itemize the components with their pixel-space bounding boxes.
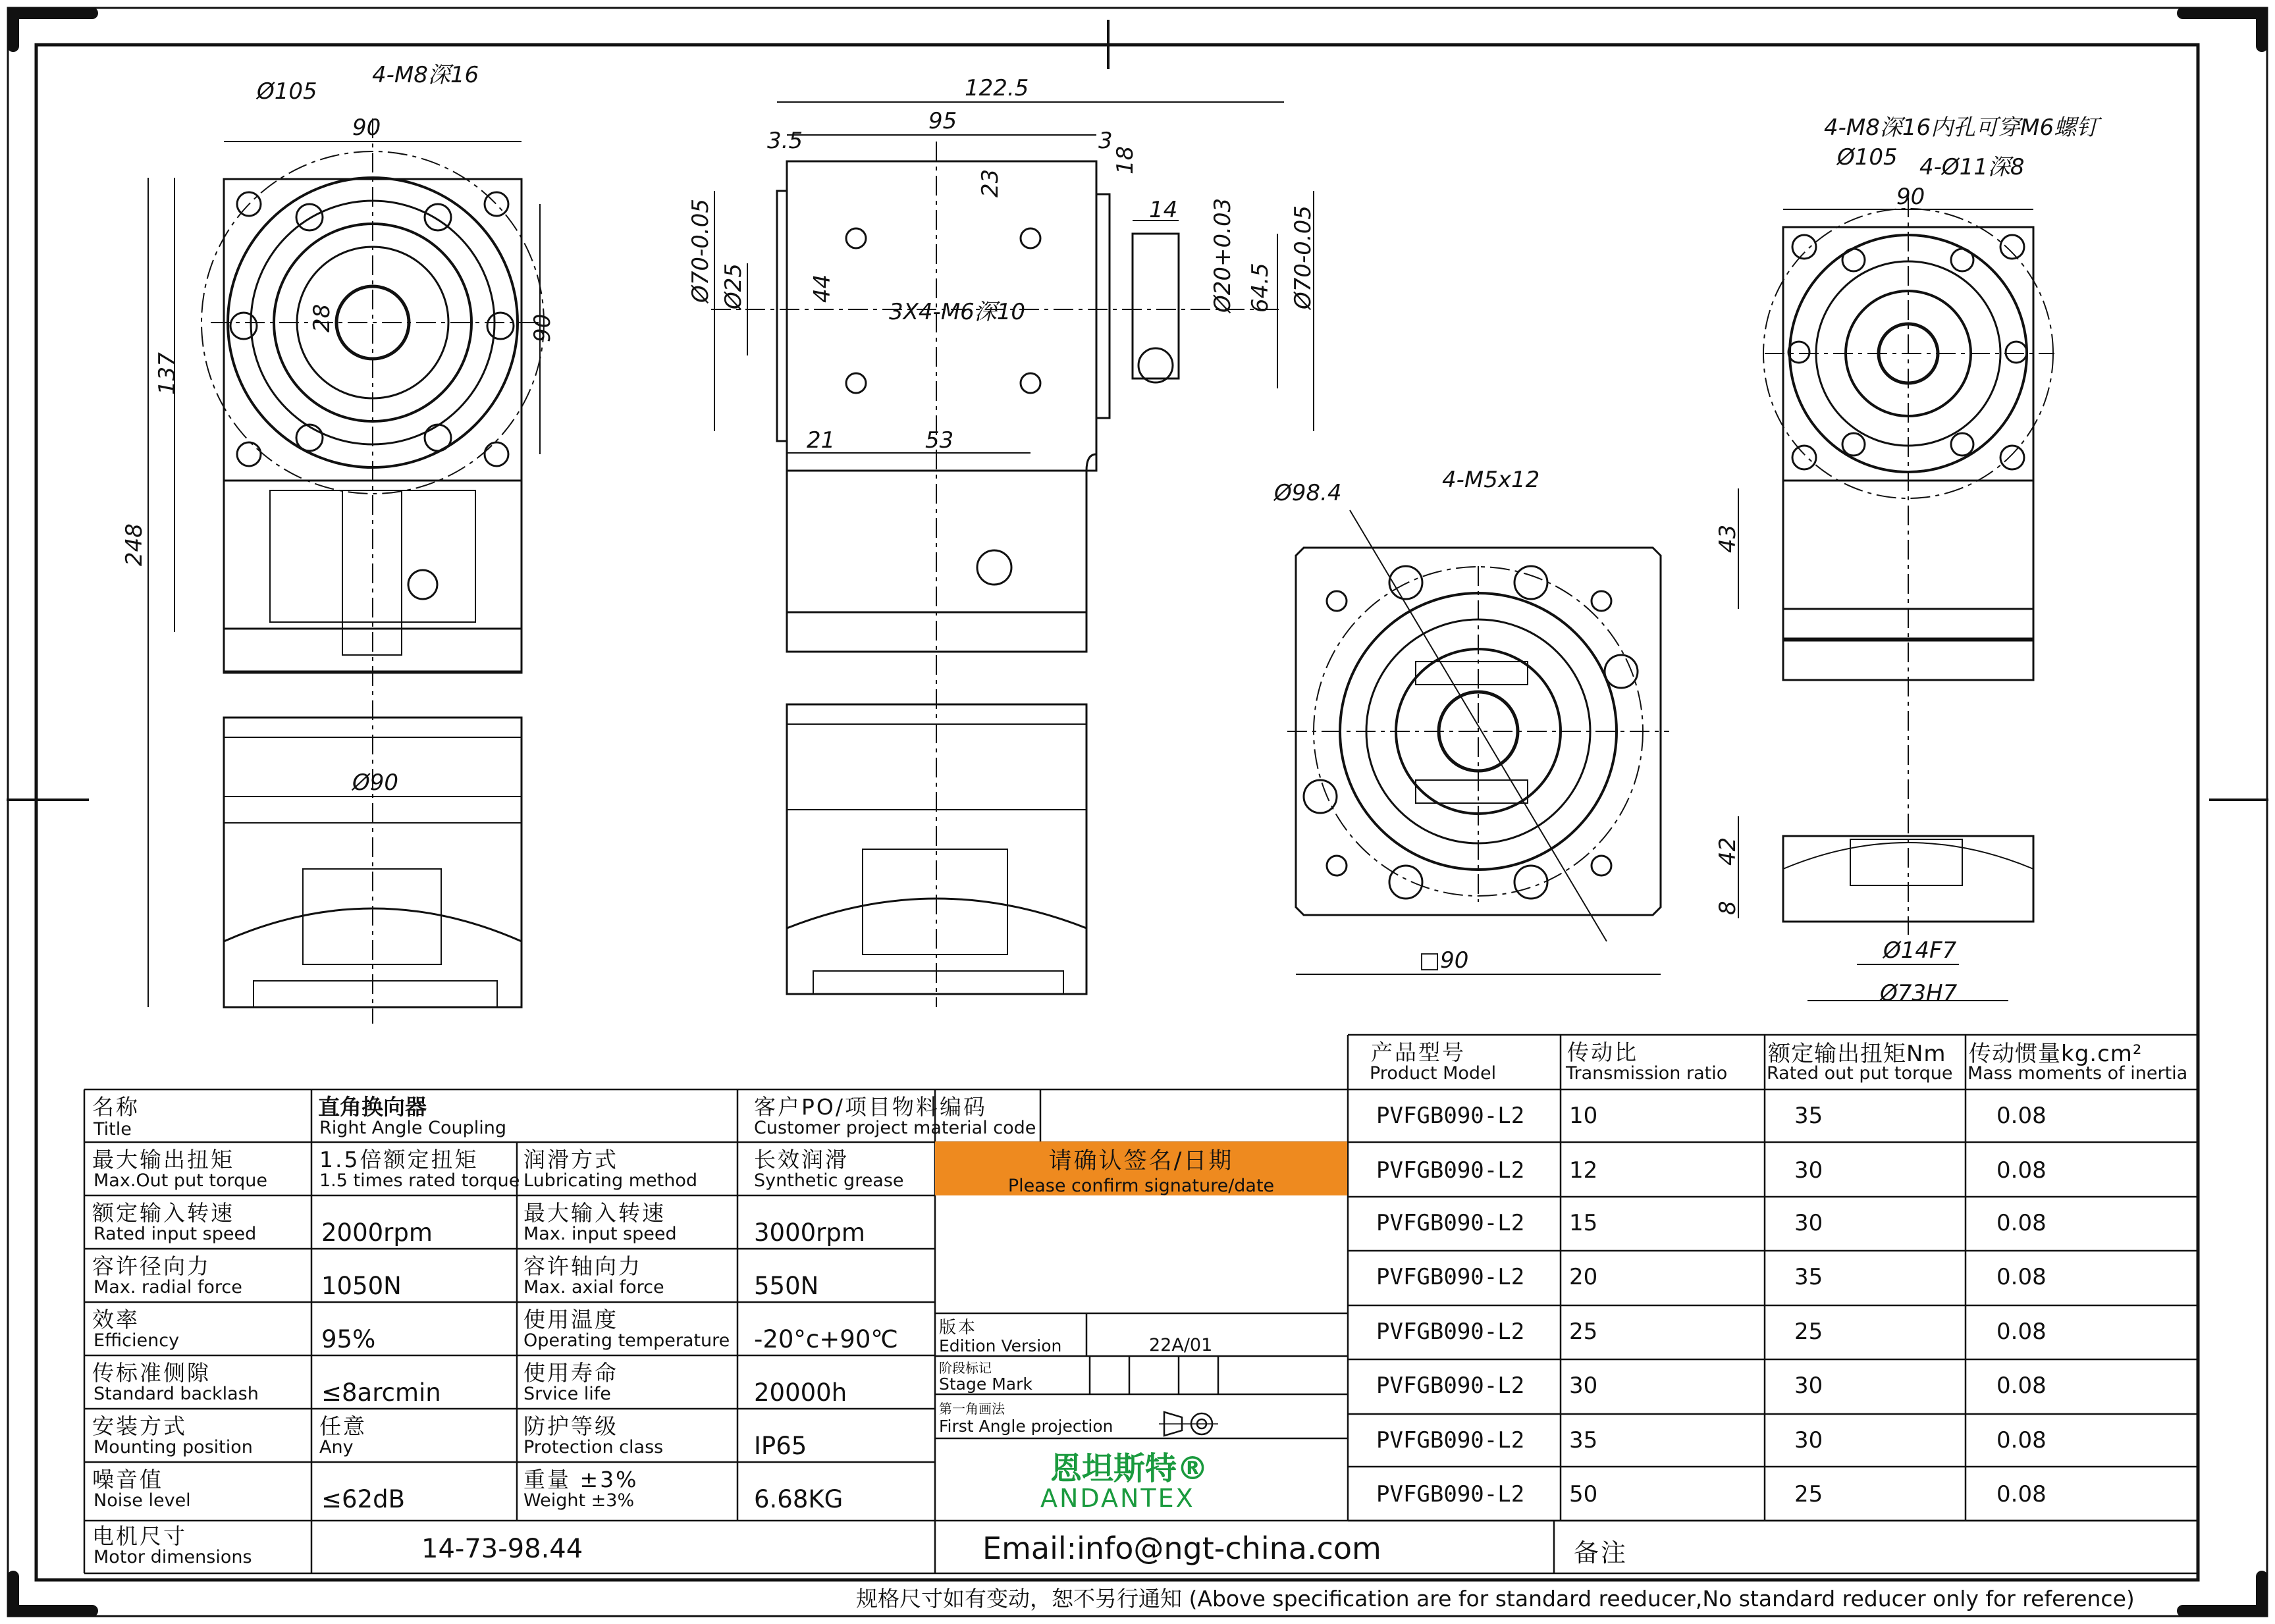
motor-label-cn: 电机尺寸 [92,1523,187,1549]
model-cell-value: 0.08 [1996,1481,2047,1507]
remark-label: 备注 [1574,1538,1628,1567]
spec-label-cn: 重量 ±3% [523,1467,639,1492]
input-flange-view [1287,510,1669,974]
spec-label-cn: 传标准侧隙 [92,1360,211,1386]
stage-label-cn: 阶段标记 [939,1360,992,1376]
model-cell-value: 50 [1569,1481,1598,1507]
spec-label-cn: 防护等级 [523,1413,618,1439]
dimension-label: Ø90 [352,770,399,796]
brand-logo-en: ANDANTEX [1040,1484,1195,1513]
title-label-cn: 名称 [92,1094,140,1120]
edition-label-en: Edition Version [939,1336,1062,1355]
model-cell-name: PVFGB090-L2 [1376,1210,1525,1236]
spec-label-cn: 润滑方式 [523,1147,618,1172]
projection-symbol-icon [1159,1412,1218,1436]
model-cell-value: 0.08 [1996,1319,2047,1345]
model-cell-value: 0.08 [1996,1210,2047,1236]
spec-label-cn: 最大输入转速 [523,1200,666,1226]
model-cell-name: PVFGB090-L2 [1376,1319,1525,1345]
model-cell-name: PVFGB090-L2 [1376,1373,1525,1399]
motor-value: 14-73-98.44 [421,1534,583,1564]
spec-label-en: Srvice life [523,1384,611,1404]
model-table-header-cn: 传动惯量kg.cm² [1969,1041,2143,1067]
spec-label-en: Lubricating method [523,1170,698,1191]
model-cell-name: PVFGB090-L2 [1376,1157,1525,1184]
confirm-signature-cn: 请确认签名/日期 [1048,1148,1234,1174]
model-cell-name: PVFGB090-L2 [1376,1481,1525,1507]
spec-label-en: Protection class [523,1437,664,1457]
spec-label-cn: 容许径向力 [92,1253,211,1279]
dimension-label: 14 [1149,197,1178,223]
dimension-label: Ø105 [257,78,317,105]
model-cell-value: 12 [1569,1157,1598,1184]
customer-code-label-en: Customer project material code [754,1118,1036,1138]
spec-value: IP65 [754,1432,807,1460]
dimension-label: Ø20+0.03 [1210,197,1236,313]
dimension-label: 4-Ø11深8 [1919,154,2025,180]
right-view [1738,197,2054,1001]
dimension-label: □90 [1419,947,1469,974]
spec-value: 550N [754,1272,819,1300]
dimension-label: 3 [1098,128,1113,154]
spec-label-en: Efficiency [94,1330,180,1351]
spec-label-en: Standard backlash [94,1384,259,1404]
model-cell-value: 30 [1794,1427,1823,1454]
model-cell-value: 25 [1569,1319,1598,1345]
motor-label-en: Motor dimensions [94,1547,252,1567]
spec-label-en: Weight ±3% [523,1490,635,1511]
spec-label-cn: 最大输出扭矩 [92,1147,234,1172]
dimension-label: 90 [529,313,556,342]
spec-label-cn: 安装方式 [92,1413,187,1439]
spec-label-cn: 噪音值 [92,1467,163,1492]
model-cell-value: 0.08 [1996,1157,2047,1184]
spec-label-cn: 容许轴向力 [523,1253,642,1279]
spec-value: -20°c+90℃ [754,1325,898,1353]
dimension-label: 248 [121,523,147,566]
projection-label-en: First Angle projection [939,1417,1113,1436]
model-cell-value: 25 [1794,1481,1823,1507]
spec-value: 6.68KG [754,1485,843,1513]
dimension-label: Ø14F7 [1883,937,1957,964]
spec-label-cn: 使用寿命 [523,1360,618,1386]
model-cell-value: 30 [1569,1373,1598,1399]
model-cell-value: 35 [1794,1264,1823,1290]
confirm-signature-box[interactable] [935,1141,1347,1195]
model-table-header-cn: 传动比 [1567,1039,1638,1065]
spec-value-cn: 1.5倍额定扭矩 [319,1147,479,1172]
spec-label-en: Operating temperature [523,1330,730,1351]
spec-value-en: Synthetic grease [754,1170,904,1191]
title-value-cn: 直角换向器 [318,1094,427,1120]
dimension-label: Ø70-0.05 [1290,205,1316,309]
dimension-label: Ø70-0.05 [687,199,714,303]
dimension-label: Ø73H7 [1880,980,1958,1007]
dimension-label: 3X4-M6深10 [889,299,1026,325]
dimension-label: 122.5 [965,75,1029,101]
spec-value-en: Any [319,1437,354,1457]
spec-label-en: Noise level [94,1490,191,1511]
footer-note: 规格尺寸如有变动，恕不另行通知 (Above specification are for standard reeducer,No standard reducer only for reference) [856,1586,2135,1611]
model-cell-value: 30 [1794,1373,1823,1399]
model-cell-name: PVFGB090-L2 [1376,1103,1525,1129]
model-cell-value: 10 [1569,1103,1598,1129]
model-cell-value: 15 [1569,1210,1598,1236]
stage-label-en: Stage Mark [939,1375,1032,1394]
dimension-label: Ø98.4 [1274,480,1342,506]
spec-label-cn: 使用温度 [523,1307,618,1332]
spec-label-en: Max. input speed [523,1224,677,1244]
dimension-label: 53 [925,427,954,454]
spec-value: ≤8arcmin [321,1378,441,1407]
model-cell-value: 30 [1794,1157,1823,1184]
dimension-label: 64.5 [1247,263,1273,313]
spec-label-cn: 效率 [92,1307,140,1332]
spec-label-cn: 额定输入转速 [92,1200,234,1226]
model-cell-value: 30 [1794,1210,1823,1236]
spec-value-cn: 长效润滑 [754,1147,849,1172]
dimension-label: 44 [809,274,836,303]
model-table-header-cn: 额定输出扭矩Nm [1768,1041,1946,1067]
projection-label-cn: 第一角画法 [939,1401,1005,1417]
dimension-label: 18 [1112,145,1138,174]
dimension-label: 8 [1715,901,1741,915]
spec-value-en: 1.5 times rated torque [319,1170,520,1191]
dimension-label: 43 [1715,524,1741,553]
model-table-header-en: Mass moments of inertia [1967,1063,2188,1084]
spec-value: 20000h [754,1378,847,1407]
model-cell-value: 35 [1794,1103,1823,1129]
model-cell-value: 20 [1569,1264,1598,1290]
dimension-label: 21 [807,427,836,454]
model-cell-value: 25 [1794,1319,1823,1345]
dimension-label: 4-M5x12 [1442,467,1540,493]
dimension-label: 23 [977,169,1004,197]
edition-value: 22A/01 [1149,1335,1213,1355]
model-table-header-cn: 产品型号 [1371,1039,1466,1065]
dimension-label: 28 [309,303,335,332]
contact-email[interactable]: Email:info@ngt-china.com [982,1531,1381,1566]
spec-value-cn: 任意 [319,1413,367,1439]
title-value-en: Right Angle Coupling [319,1118,506,1138]
spec-value: 1050N [321,1272,402,1300]
model-cell-value: 0.08 [1996,1103,2047,1129]
spec-value: 95% [321,1325,376,1353]
dimension-label: 90 [1896,184,1925,210]
spec-label-en: Max.Out put torque [94,1170,267,1191]
spec-label-en: Max. axial force [523,1277,664,1297]
brand-logo-cn: 恩坦斯特® [1050,1450,1209,1487]
model-table-header-en: Transmission ratio [1566,1063,1728,1084]
edition-label-cn: 版本 [939,1318,978,1338]
dimension-label: 90 [352,115,381,141]
spec-label-en: Rated input speed [94,1224,257,1244]
spec-value: ≤62dB [321,1485,405,1513]
dimension-label: 3.5 [767,128,803,154]
confirm-signature-en: Please confirm signature/date [1007,1176,1275,1196]
front-view [148,118,544,1024]
model-cell-value: 35 [1569,1427,1598,1454]
dimension-label: 95 [928,108,957,134]
customer-code-label-cn: 客户PO/项目物料编码 [754,1094,987,1120]
dimension-label: Ø25 [720,263,747,309]
title-label-en: Title [94,1119,132,1139]
model-table-header-en: Rated out put torque [1767,1063,1953,1084]
dimension-label: 42 [1715,837,1741,866]
dimension-label: Ø105 [1837,144,1898,170]
dimension-label: 4-M8深16 [372,62,479,88]
dimension-label: 137 [154,352,180,395]
spec-value: 3000rpm [754,1218,865,1247]
model-cell-value: 0.08 [1996,1373,2047,1399]
model-table-header-en: Product Model [1370,1063,1497,1084]
model-cell-name: PVFGB090-L2 [1376,1264,1525,1290]
dimension-label: 4-M8深16内孔可穿M6螺钉 [1824,115,2099,141]
model-cell-name: PVFGB090-L2 [1376,1427,1525,1454]
model-cell-value: 0.08 [1996,1264,2047,1290]
spec-value: 2000rpm [321,1218,433,1247]
model-cell-value: 0.08 [1996,1427,2047,1454]
spec-label-en: Mounting position [94,1437,253,1457]
spec-label-en: Max. radial force [94,1277,242,1297]
